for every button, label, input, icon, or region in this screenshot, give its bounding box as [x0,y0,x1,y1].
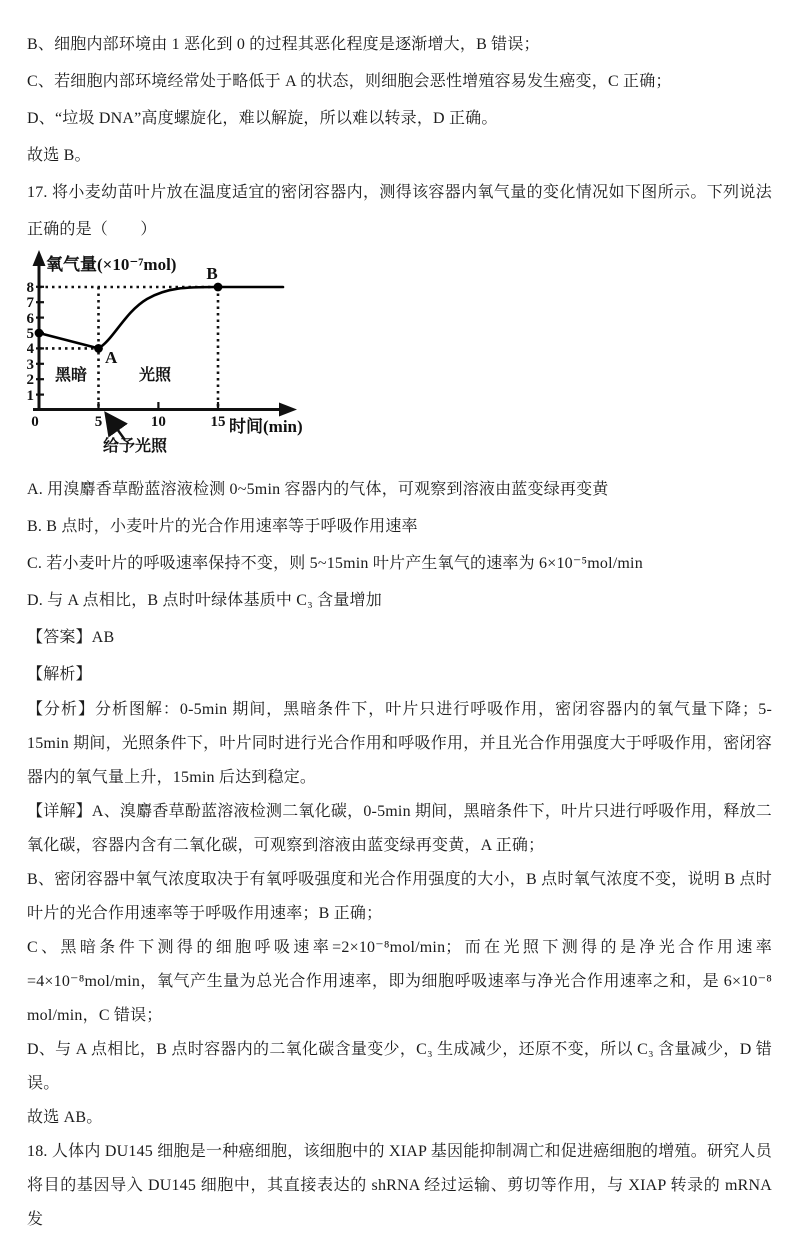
x-tick-5: 5 [94,414,103,430]
q17-option-b: B. B 点时，小麦叶片的光合作用速率等于呼吸作用速率 [27,518,418,535]
y-axis-arrowhead [33,250,46,266]
y-tick-7: 7 [27,295,34,311]
q17-oxygen-chart [27,250,772,463]
y-tick-8: 8 [27,280,34,296]
annotation-arrow [107,415,125,440]
point-a-dot [94,344,103,353]
region-label-light: 光照 [138,367,172,384]
point-b-label: B [206,264,218,283]
y-tick-3: 3 [27,357,34,373]
q17-analysis: 【分析】分析图解：0-5min 期间，黑暗条件下，叶片只进行呼吸作用，密闭容器内的氧气量下降；5-15min 期间，光照条件下，叶片同时进行光合作用和呼吸作用，并且光合作用强度大于呼吸作用，密闭容器内的氧气量上升，15min 后达到稳定。 [27,701,772,786]
q17-detail-b: B、密闭容器中氧气浓度取决于有氧呼吸强度和光合作用强度的大小，B 点时氧气浓度不变，说明 B 点时叶片的光合作用速率等于呼吸作用速率；B 正确； [27,871,772,922]
q17-explanation-block [27,693,772,1237]
q17-option-a: A. 用溴麝香草酚蓝溶液检测 0~5min 容器内的气体，可观察到溶液由蓝变绿再变黄 [27,481,609,498]
q16-eval-b: B、细胞内部环境由 1 恶化到 0 的过程其恶化程度是逐渐增大，B 错误； [27,36,540,53]
q17-answer: 【答案】AB [27,629,115,646]
q17-conclusion: 故选 AB。 [27,1109,103,1126]
q18-stem: 18. 人体内 DU145 细胞是一种癌细胞，该细胞中的 XIAP 基因能抑制凋亡和促进癌细胞的增殖。研究人员将目的基因导入 DU145 细胞中，其直接表达的 shRNA 经过运输、剪切等作用，与 XIAP 转录的 mRNA 发 [27,1143,772,1228]
y-tick-2: 2 [27,372,34,388]
x-tick-15: 15 [210,414,226,430]
y-axis-label: 氧气量(×10⁻⁷mol) [46,255,177,274]
point-a-label: A [105,348,118,367]
q17-stem: 17. 将小麦幼苗叶片放在温度适宜的密闭容器内，测得该容器内氧气量的变化情况如下图所示。下列说法正确的是（ ） [27,184,772,238]
q17-option-d: D. 与 A 点相比，B 点时叶绿体基质中 C₃ 含量增加 [27,592,382,609]
q17-analysis-header: 【解析】 [27,666,92,683]
q17-option-c: C. 若小麦叶片的呼吸速率保持不变，则 5~15min 叶片产生氧气的速率为 6×10⁻⁵mol/min [27,555,643,572]
q16-eval-d: D、“垃圾 DNA”高度螺旋化，难以解旋，所以难以转录，D 正确。 [27,110,498,127]
q17-detail-a: 【详解】A、溴麝香草酚蓝溶液检测二氧化碳，0-5min 期间，黑暗条件下，叶片只进行呼吸作用，释放二氧化碳，容器内含有二氧化碳，可观察到溶液由蓝变绿再变黄，A 正确； [27,803,772,854]
x-tick-10: 10 [150,414,166,430]
y-tick-6: 6 [27,311,34,327]
x-axis-label: 时间(min) [229,417,303,436]
q17-detail-d: D、与 A 点相比，B 点时容器内的二氧化碳含量变少，C₃ 生成减少，还原不变，所以 C₃ 含量减少，D 错误。 [27,1041,772,1092]
start-point-dot [35,329,44,338]
y-tick-1: 1 [27,388,34,404]
y-tick-4: 4 [27,341,34,357]
q16-conclusion: 故选 B。 [27,147,91,164]
oxygen-curve [39,287,283,348]
light-given-annotation: 给予光照 [102,438,168,455]
y-tick-5: 5 [27,326,34,342]
point-b-dot [214,283,223,292]
oxygen-time-plot [27,250,319,458]
q17-detail-c: C、黑暗条件下测得的细胞呼吸速率=2×10⁻⁸mol/min；而在光照下测得的是净光合作用速率=4×10⁻⁸mol/min，氧气产生量为总光合作用速率，即为细胞呼吸速率与净光合作用速率之和，是 6×10⁻⁸ mol/min，C 错误； [27,939,772,1024]
x-tick-0: 0 [31,414,39,430]
region-label-dark: 黑暗 [54,367,88,384]
x-axis-arrowhead [279,403,297,417]
q16-eval-c: C、若细胞内部环境经常处于略低于 A 的状态，则细胞会恶性增殖容易发生癌变，C 正确； [27,73,672,90]
